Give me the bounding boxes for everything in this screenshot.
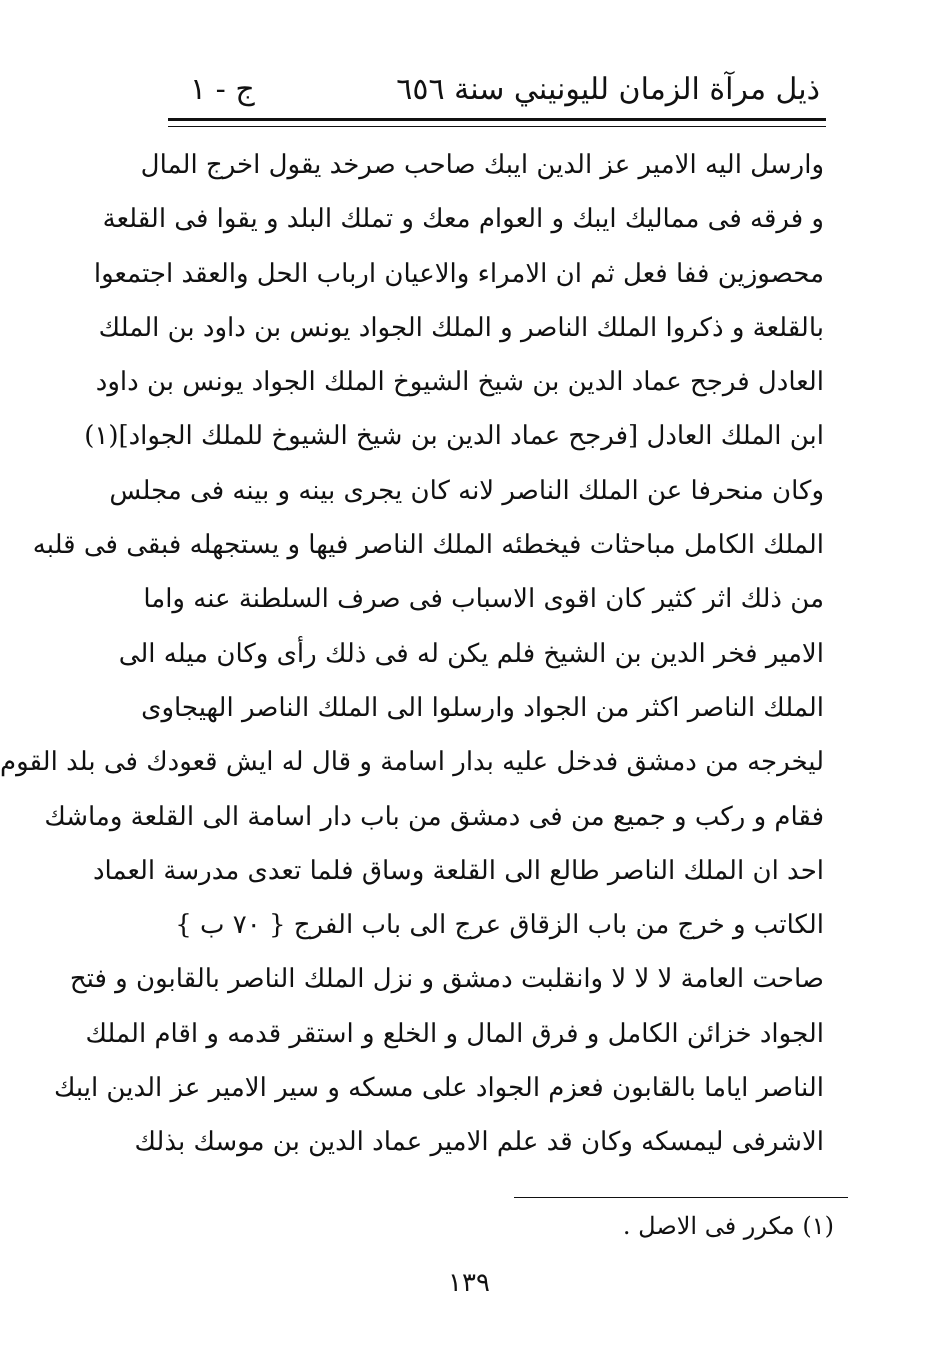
header-volume: ج - ١	[190, 72, 255, 107]
header-title: ذيل مرآة الزمان لليونيني سنة ٦٥٦	[396, 72, 820, 107]
text-line: وكان منحرفا عن الملك الناصر لانه كان يجرى بينه و بينه فى مجلس	[109, 475, 824, 506]
text-line: الجواد خزائن الكامل و فرق المال و الخلع و استقر قدمه و اقام الملك	[85, 1018, 824, 1049]
header-rule-thick	[168, 118, 826, 121]
text-line: من ذلك اثر كثير كان اقوى الاسباب فى صرف السلطنة عنه واما	[143, 584, 824, 615]
footnote-rule	[514, 1197, 848, 1198]
text-line: ليخرجه من دمشق فدخل عليه بدار اسامة و قال له ايش قعودك فى بلد القوم	[0, 747, 824, 778]
header-rule-thin	[168, 126, 826, 127]
text-line: و فرقه فى مماليك ايبك و العوام معك و تملك البلد و يقوا فى القلعة	[102, 204, 824, 235]
text-line: محصوزين ففا فعل ثم ان الامراء والاعيان ارباب الحل والعقد اجتمعوا	[93, 258, 824, 289]
text-line: الكاتب و خرج من باب الزقاق عرج الى باب الفرج { ٧٠ ب }	[175, 910, 824, 941]
text-line: الاشرفى ليمسكه وكان قد علم الامير عماد الدين بن موسك بذلك	[134, 1127, 824, 1158]
text-line: احد ان الملك الناصر طالع الى القلعة وساق فلما تعدى مدرسة العماد	[92, 855, 824, 886]
body-text	[0, 138, 824, 1170]
text-line: بالقلعة و ذكروا الملك الناصر و الملك الجواد يونس بن داود بن الملك	[98, 312, 824, 343]
text-line: صاحت العامة لا لا لا وانقلبت دمشق و نزل الملك الناصر بالقابون و فتح	[69, 964, 824, 995]
text-line: الناصر اياما بالقابون فعزم الجواد على مسكه و سير الامير عز الدين ايبك	[53, 1073, 824, 1104]
footnote: (١) مكرر فى الاصل .	[622, 1212, 834, 1240]
text-line: العادل فرجح عماد الدين بن شيخ الشيوخ الملك الجواد يونس بن داود	[95, 367, 824, 398]
text-line: الامير فخر الدين بن الشيخ فلم يكن له فى ذلك رأى وكان ميله الى	[118, 638, 824, 669]
running-header	[170, 66, 820, 118]
text-line: الملك الكامل مباحثات فيخطئه الملك الناصر فيها و يستجهله فبقى فى قلبه	[32, 530, 824, 561]
page-number: ١٣٩	[448, 1268, 490, 1298]
text-line: ابن الملك العادل [فرجح عماد الدين بن شيخ الشيوخ للملك الجواد](١)	[84, 421, 824, 452]
text-line: فقام و ركب و جميع من فى دمشق من باب دار اسامة الى القلعة وماشك	[44, 801, 824, 832]
text-line: وارسل اليه الامير عز الدين ايبك صاحب صرخد يقول اخرج المال	[140, 150, 824, 180]
text-line: الملك الناصر اكثر من الجواد وارسلوا الى الملك الناصر الهيجاوى	[141, 692, 824, 723]
